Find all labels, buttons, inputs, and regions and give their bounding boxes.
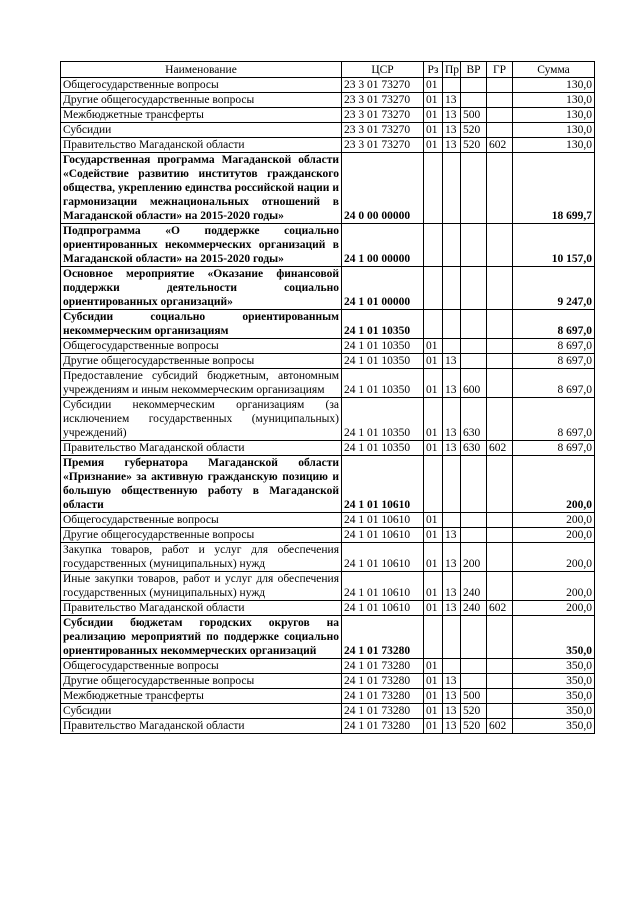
row-csr: 24 1 01 10350: [342, 354, 424, 369]
budget-table: [60, 61, 595, 734]
row-name: Иные закупки товаров, работ и услуг для обеспечения государственных (муниципальных) нужд: [61, 572, 342, 601]
table-row: [61, 138, 595, 153]
row-rz: 01: [424, 93, 443, 108]
column-header-pr: Пр: [443, 62, 461, 78]
row-pr: 13: [443, 689, 461, 704]
row-pr: 13: [443, 108, 461, 123]
row-csr: 24 1 01 10350: [342, 398, 424, 441]
table-row: [61, 441, 595, 456]
table-row: [61, 719, 595, 734]
row-pr: 13: [443, 441, 461, 456]
row-pr: 13: [443, 572, 461, 601]
row-sum: 8 697,0: [513, 398, 595, 441]
row-rz: [424, 267, 443, 310]
row-gr: [487, 616, 513, 659]
row-sum: 200,0: [513, 601, 595, 616]
table-row: [61, 572, 595, 601]
row-rz: 01: [424, 528, 443, 543]
row-vr: [461, 93, 487, 108]
row-sum: 350,0: [513, 704, 595, 719]
row-sum: 200,0: [513, 456, 595, 513]
row-pr: 13: [443, 354, 461, 369]
row-vr: [461, 310, 487, 339]
row-sum: 130,0: [513, 123, 595, 138]
row-sum: 18 699,7: [513, 153, 595, 224]
row-rz: [424, 456, 443, 513]
column-header-csr: ЦСР: [342, 62, 424, 78]
row-rz: 01: [424, 354, 443, 369]
row-vr: [461, 659, 487, 674]
row-csr: 24 1 01 73280: [342, 616, 424, 659]
row-vr: [461, 456, 487, 513]
row-pr: [443, 513, 461, 528]
table-row: [61, 601, 595, 616]
row-csr: 24 1 01 00000: [342, 267, 424, 310]
row-sum: 130,0: [513, 78, 595, 93]
row-gr: [487, 123, 513, 138]
row-gr: [487, 153, 513, 224]
row-rz: 01: [424, 704, 443, 719]
row-vr: [461, 153, 487, 224]
row-vr: 500: [461, 108, 487, 123]
row-name: Предоставление субсидий бюджетным, автономным учреждениям и иным некоммерческим организациям: [61, 369, 342, 398]
row-vr: 520: [461, 123, 487, 138]
row-gr: [487, 528, 513, 543]
row-name: Другие общегосударственные вопросы: [61, 93, 342, 108]
row-csr: 24 1 01 73280: [342, 719, 424, 734]
row-gr: 602: [487, 601, 513, 616]
row-rz: [424, 310, 443, 339]
table-row: [61, 108, 595, 123]
row-name: Правительство Магаданской области: [61, 719, 342, 734]
row-vr: 520: [461, 704, 487, 719]
row-csr: 24 1 01 10350: [342, 310, 424, 339]
row-gr: [487, 78, 513, 93]
row-rz: 01: [424, 513, 443, 528]
table-row: [61, 456, 595, 513]
row-sum: 350,0: [513, 659, 595, 674]
row-vr: 520: [461, 719, 487, 734]
column-header-vr: ВР: [461, 62, 487, 78]
row-rz: 01: [424, 601, 443, 616]
row-csr: 24 1 01 73280: [342, 704, 424, 719]
table-row: [61, 674, 595, 689]
table-row: [61, 354, 595, 369]
table-row: [61, 369, 595, 398]
row-vr: 630: [461, 398, 487, 441]
row-name: Правительство Магаданской области: [61, 138, 342, 153]
row-pr: 13: [443, 528, 461, 543]
row-pr: [443, 659, 461, 674]
row-sum: 8 697,0: [513, 310, 595, 339]
row-sum: 8 697,0: [513, 339, 595, 354]
row-csr: 24 1 01 10610: [342, 543, 424, 572]
row-csr: 24 1 01 10350: [342, 369, 424, 398]
row-csr: 24 1 01 10610: [342, 601, 424, 616]
row-rz: 01: [424, 719, 443, 734]
table-row: [61, 123, 595, 138]
row-sum: 350,0: [513, 689, 595, 704]
row-name: Субсидии некоммерческим организациям (за исключением государственных (муниципальных) учреждений): [61, 398, 342, 441]
row-csr: 24 1 01 10610: [342, 513, 424, 528]
row-rz: 01: [424, 659, 443, 674]
row-gr: 602: [487, 441, 513, 456]
row-vr: 200: [461, 543, 487, 572]
row-name: Общегосударственные вопросы: [61, 78, 342, 93]
row-sum: 130,0: [513, 93, 595, 108]
row-sum: 200,0: [513, 513, 595, 528]
row-name: Субсидии социально ориентированным некоммерческим организациям: [61, 310, 342, 339]
row-csr: 24 1 01 73280: [342, 659, 424, 674]
row-rz: 01: [424, 78, 443, 93]
row-gr: [487, 224, 513, 267]
table-row: [61, 659, 595, 674]
row-csr: 23 3 01 73270: [342, 78, 424, 93]
row-rz: 01: [424, 108, 443, 123]
row-sum: 130,0: [513, 138, 595, 153]
row-pr: 13: [443, 138, 461, 153]
table-row: [61, 528, 595, 543]
row-csr: 24 1 00 00000: [342, 224, 424, 267]
row-csr: 24 1 01 10350: [342, 339, 424, 354]
table-row: [61, 78, 595, 93]
row-csr: 24 1 01 10350: [342, 441, 424, 456]
table-row: [61, 310, 595, 339]
table-row: [61, 398, 595, 441]
row-pr: [443, 224, 461, 267]
row-vr: [461, 616, 487, 659]
row-pr: 13: [443, 93, 461, 108]
row-pr: 13: [443, 704, 461, 719]
row-gr: [487, 572, 513, 601]
row-sum: 10 157,0: [513, 224, 595, 267]
row-gr: [487, 704, 513, 719]
row-pr: [443, 456, 461, 513]
row-rz: 01: [424, 543, 443, 572]
row-vr: [461, 513, 487, 528]
row-gr: [487, 659, 513, 674]
table-row: [61, 704, 595, 719]
row-pr: [443, 339, 461, 354]
row-rz: 01: [424, 572, 443, 601]
row-gr: 602: [487, 138, 513, 153]
row-name: Правительство Магаданской области: [61, 441, 342, 456]
row-rz: [424, 153, 443, 224]
row-pr: [443, 310, 461, 339]
row-csr: 24 1 01 10610: [342, 528, 424, 543]
row-gr: [487, 339, 513, 354]
row-name: Межбюджетные трансферты: [61, 689, 342, 704]
row-name: Премия губернатора Магаданской области «Признание» за активную гражданскую позицию и большую общественную работу в Магаданской области: [61, 456, 342, 513]
row-rz: [424, 616, 443, 659]
column-header-rz: Рз: [424, 62, 443, 78]
row-vr: [461, 78, 487, 93]
row-name: Другие общегосударственные вопросы: [61, 674, 342, 689]
row-name: Подпрограмма «О поддержке социально ориентированных некоммерческих организаций в Магаданской области» на 2015-2020 годы»: [61, 224, 342, 267]
row-csr: 23 3 01 73270: [342, 93, 424, 108]
column-header-name: Наименование: [61, 62, 342, 78]
row-vr: [461, 267, 487, 310]
row-csr: 23 3 01 73270: [342, 138, 424, 153]
row-sum: 9 247,0: [513, 267, 595, 310]
row-gr: [487, 674, 513, 689]
row-name: Общегосударственные вопросы: [61, 513, 342, 528]
row-name: Другие общегосударственные вопросы: [61, 528, 342, 543]
row-sum: 8 697,0: [513, 369, 595, 398]
row-csr: 24 1 01 73280: [342, 674, 424, 689]
row-pr: [443, 616, 461, 659]
row-sum: 350,0: [513, 674, 595, 689]
row-name: Субсидии бюджетам городских округов на реализацию мероприятий по поддержке социально ориентированных некоммерческих организаций: [61, 616, 342, 659]
row-gr: [487, 108, 513, 123]
row-pr: 13: [443, 543, 461, 572]
row-sum: 350,0: [513, 616, 595, 659]
column-header-gr: ГР: [487, 62, 513, 78]
row-csr: 23 3 01 73270: [342, 108, 424, 123]
row-sum: 200,0: [513, 572, 595, 601]
row-vr: 240: [461, 572, 487, 601]
table-row: [61, 689, 595, 704]
row-vr: [461, 339, 487, 354]
row-gr: [487, 456, 513, 513]
row-pr: [443, 153, 461, 224]
row-vr: [461, 674, 487, 689]
row-name: Закупка товаров, работ и услуг для обеспечения государственных (муниципальных) нужд: [61, 543, 342, 572]
row-sum: 130,0: [513, 108, 595, 123]
row-sum: 200,0: [513, 528, 595, 543]
row-rz: 01: [424, 339, 443, 354]
row-vr: 630: [461, 441, 487, 456]
row-vr: 520: [461, 138, 487, 153]
table-row: [61, 267, 595, 310]
row-gr: [487, 267, 513, 310]
row-pr: 13: [443, 601, 461, 616]
row-vr: 240: [461, 601, 487, 616]
table-body: [61, 78, 595, 734]
row-vr: 500: [461, 689, 487, 704]
row-name: Основное мероприятие «Оказание финансовой поддержки деятельности социально ориентированных организаций»: [61, 267, 342, 310]
row-name: Правительство Магаданской области: [61, 601, 342, 616]
row-rz: 01: [424, 674, 443, 689]
row-rz: 01: [424, 123, 443, 138]
table-row: [61, 513, 595, 528]
row-sum: 8 697,0: [513, 441, 595, 456]
row-gr: [487, 689, 513, 704]
table-row: [61, 93, 595, 108]
row-rz: 01: [424, 369, 443, 398]
row-gr: [487, 310, 513, 339]
row-name: Субсидии: [61, 704, 342, 719]
row-pr: 13: [443, 398, 461, 441]
row-pr: 13: [443, 719, 461, 734]
row-csr: 24 1 01 10610: [342, 456, 424, 513]
row-gr: [487, 398, 513, 441]
table-row: [61, 543, 595, 572]
row-name: Субсидии: [61, 123, 342, 138]
table-row: [61, 339, 595, 354]
table-row: [61, 616, 595, 659]
row-csr: 24 1 01 73280: [342, 689, 424, 704]
row-name: Общегосударственные вопросы: [61, 339, 342, 354]
row-gr: 602: [487, 719, 513, 734]
table-row: [61, 224, 595, 267]
row-vr: 600: [461, 369, 487, 398]
row-gr: [487, 93, 513, 108]
row-gr: [487, 369, 513, 398]
row-pr: [443, 78, 461, 93]
row-csr: 24 1 01 10610: [342, 572, 424, 601]
row-gr: [487, 543, 513, 572]
row-name: Межбюджетные трансферты: [61, 108, 342, 123]
row-vr: [461, 224, 487, 267]
row-sum: 350,0: [513, 719, 595, 734]
row-name: Другие общегосударственные вопросы: [61, 354, 342, 369]
column-header-sum: Сумма: [513, 62, 595, 78]
row-csr: 23 3 01 73270: [342, 123, 424, 138]
table-header: [61, 62, 595, 78]
row-pr: [443, 267, 461, 310]
row-rz: [424, 224, 443, 267]
row-pr: 13: [443, 369, 461, 398]
row-name: Государственная программа Магаданской области «Содействие развитию институтов гражданского общества, укреплению единства российской нации и гармонизации межнациональных отношений в Магаданской области» на 2015-2020 годы»: [61, 153, 342, 224]
row-vr: [461, 354, 487, 369]
row-name: Общегосударственные вопросы: [61, 659, 342, 674]
row-pr: 13: [443, 674, 461, 689]
row-pr: 13: [443, 123, 461, 138]
row-sum: 8 697,0: [513, 354, 595, 369]
row-rz: 01: [424, 138, 443, 153]
row-rz: 01: [424, 689, 443, 704]
row-gr: [487, 354, 513, 369]
row-rz: 01: [424, 441, 443, 456]
row-rz: 01: [424, 398, 443, 441]
row-gr: [487, 513, 513, 528]
table-row: [61, 153, 595, 224]
row-vr: [461, 528, 487, 543]
row-sum: 200,0: [513, 543, 595, 572]
row-csr: 24 0 00 00000: [342, 153, 424, 224]
